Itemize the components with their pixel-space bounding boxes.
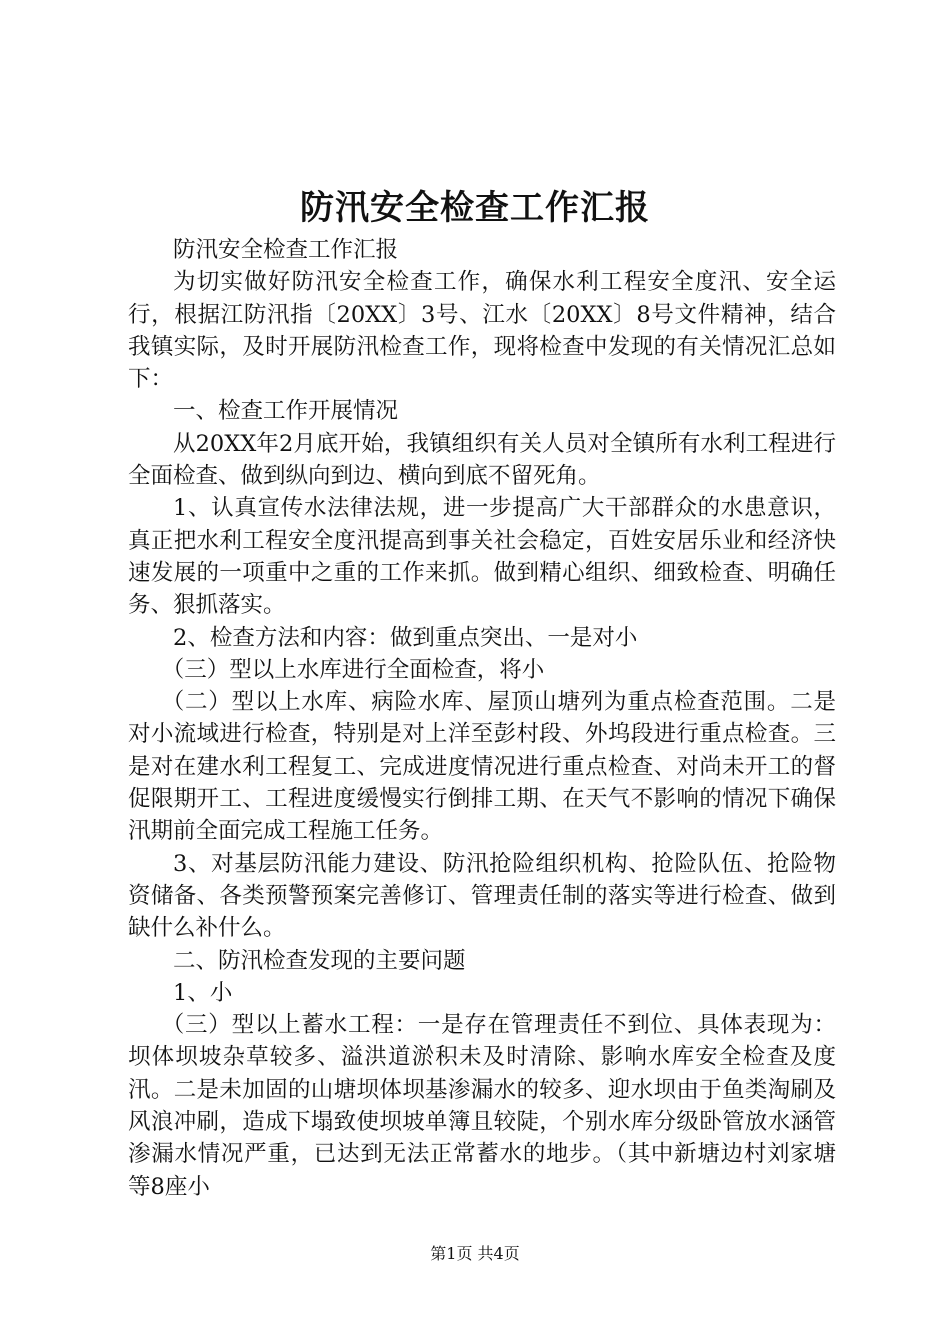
paragraph: 3、对基层防汛能力建设、防汛抢险组织机构、抢险队伍、抢险物资储备、各类预警预案完善修订、管理责任制的落实等进行检查、做到缺什么补什么。 bbox=[128, 850, 836, 942]
section-heading-2: 二、防汛检查发现的主要问题 bbox=[173, 947, 466, 974]
page-footer: 第1页 共4页 bbox=[430, 1244, 520, 1263]
paragraph-intro: 为切实做好防汛安全检查工作，确保水利工程安全度汛、安全运行，根据江防汛指〔20XX〕3号、江水〔20XX〕8号文件精神，结合我镇实际，及时开展防汛检查工作，现将检查中发现的有关情况汇总如下： bbox=[128, 269, 836, 393]
document-body bbox=[128, 234, 836, 1203]
document-title: 防汛安全检查工作汇报 bbox=[300, 188, 650, 228]
paragraph: 从20XX年2月底开始，我镇组织有关人员对全镇所有水利工程进行全面检查、做到纵向到边、横向到底不留死角。 bbox=[128, 430, 836, 490]
paragraph: （三）型以上蓄水工程：一是存在管理责任不到位、具体表现为：坝体坝坡杂草较多、溢洪道淤积未及时清除、影响水库安全检查及度汛。二是未加固的山塘坝体坝基渗漏水的较多、迎水坝由于鱼类淘刷及风浪冲刷，造成下塌致使坝坡单簿且较陡，个别水库分级卧管放水涵管渗漏水情况严重，已达到无法正常蓄水的地步。（其中新塘边村刘家塘等8座小 bbox=[128, 1012, 836, 1200]
paragraph: 1、认真宣传水法律法规，进一步提高广大干部群众的水患意识，真正把水利工程安全度汛提高到事关社会稳定，百姓安居乐业和经济快速发展的一项重中之重的工作来抓。做到精心组织、细致检查、明确任务、狠抓落实。 bbox=[128, 495, 836, 619]
paragraph-heading-repeat: 防汛安全检查工作汇报 bbox=[173, 237, 399, 263]
paragraph: （二）型以上水库、病险水库、屋顶山塘列为重点检查范围。二是对小流域进行检查，特别是对上洋至彭村段、外坞段进行重点检查。三是对在建水利工程复工、完成进度情况进行重点检查、对尚未开工的督促限期开工、工程进度缓慢实行倒排工期、在天气不影响的情况下确保汛期前全面完成工程施工任务。 bbox=[128, 689, 836, 845]
paragraph: 1、小 bbox=[173, 979, 233, 1006]
section-heading-1: 一、检查工作开展情况 bbox=[173, 398, 399, 425]
paragraph: 2、检查方法和内容：做到重点突出、一是对小 bbox=[173, 624, 638, 651]
paragraph: （三）型以上水库进行全面检查，将小 bbox=[161, 656, 545, 683]
